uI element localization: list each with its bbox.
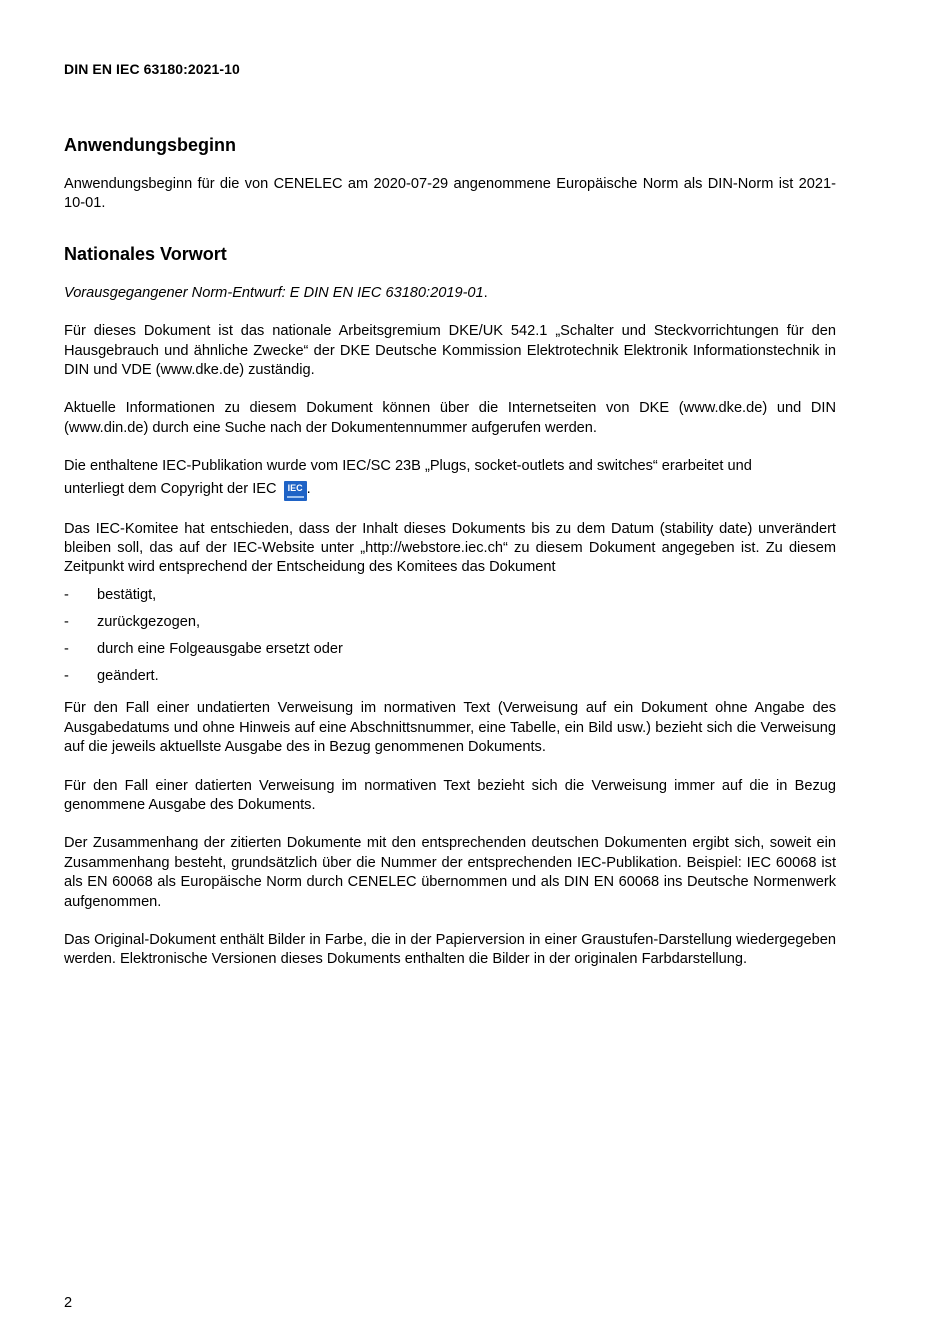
list-item — [64, 613, 836, 632]
document-id-header: DIN EN IEC 63180:2021-10 — [64, 61, 240, 77]
iec-copyright-period: . — [306, 480, 311, 497]
page-number: 2 — [64, 1295, 73, 1311]
list-item — [64, 640, 836, 659]
responsible-committee-paragraph: Für dieses Dokument ist das nationale Arbeitsgremium DKE/UK 542.1 „Schalter und Steckvorrichtungen für den Hausgebrauch und ähnliche Zwecke“ der DKE Deutsche Kommission Elektrotechnik Elektronik Informationstechnik in DIN und VDE (www.dke.de) zuständig. — [64, 323, 836, 379]
iec-copyright-text: unterliegt dem Copyright der IEC — [64, 480, 277, 497]
section-title-national-foreword: Nationales Vorwort — [64, 243, 227, 264]
page-content — [64, 134, 836, 989]
list-dash: - — [64, 640, 69, 657]
list-dash: - — [64, 667, 69, 684]
list-item-text: zurückgezogen, — [97, 613, 201, 630]
list-item-text: bestätigt, — [97, 586, 157, 603]
iec-publication-line2 — [64, 477, 836, 501]
undated-reference-paragraph: Für den Fall einer undatierten Verweisung im normativen Text (Verweisung auf ein Dokument ohne Angabe des Ausgabedatums und ohne Hinweis auf eine Abschnittsnummer, eine Tabelle, ein Bild usw.) bezieht sich die Verweisung auf die jeweils aktuellste Ausgabe des in Bezug genommenen Dokuments. — [64, 700, 836, 756]
current-information-paragraph: Aktuelle Informationen zu diesem Dokument können über die Internetseiten von DKE (www.dke.de) und DIN (www.din.de) durch eine Suche nach der Dokumentennummer aufgerufen werden. — [64, 400, 836, 436]
iec-publication-line1: Die enthaltene IEC-Publikation wurde vom IEC/SC 23B „Plugs, socket-outlets and switches“ erarbeitet und — [64, 458, 752, 475]
previous-draft-paragraph — [64, 284, 836, 303]
list-dash: - — [64, 586, 69, 603]
list-dash: - — [64, 613, 69, 630]
application-start-paragraph: Anwendungsbeginn für die von CENELEC am 2020-07-29 angenommene Europäische Norm als DIN-Norm ist 2021-10-01. — [64, 176, 836, 212]
section-title-application-start: Anwendungsbeginn — [64, 135, 236, 155]
previous-draft-text: Vorausgegangener Norm-Entwurf: E DIN EN IEC 63180:2019-01 — [64, 284, 484, 301]
dated-reference-paragraph: Für den Fall einer datierten Verweisung im normativen Text bezieht sich die Verweisung immer auf die in Bezug genommene Ausgabe des Dokuments. — [64, 777, 836, 813]
iec-logo-text: IEC — [287, 482, 303, 493]
list-item — [64, 586, 836, 605]
document-relation-paragraph: Der Zusammenhang der zitierten Dokumente mit den entsprechenden deutschen Dokumenten ergibt sich, soweit ein Zusammenhang besteht, grundsätzlich über die Nummer der entsprechenden IEC-Publikation. Beispiel: IEC 60068 ist als EN 60068 als Europäische Norm durch CENELEC übernommen und als DIN EN 60068 ins Deutsche Normenwerk aufgenommen. — [64, 835, 836, 910]
committee-decision-paragraph: Das IEC-Komitee hat entschieden, dass der Inhalt dieses Dokuments bis zu dem Datum (stability date) unverändert bleiben soll, das auf der IEC-Website unter „http://webstore.iec.ch“ zu diesem Dokument angegeben ist. Zu diesem Zeitpunkt wird entsprechend der Entscheidung des Komitees das Dokument — [64, 520, 836, 576]
document-page — [64, 0, 836, 1343]
iec-logo-icon — [284, 481, 307, 501]
list-item-text: geändert. — [97, 667, 159, 684]
list-item — [64, 667, 836, 686]
color-images-paragraph: Das Original-Dokument enthält Bilder in Farbe, die in der Papierversion in einer Graustufen-Darstellung wiedergegeben werden. Elektronische Versionen dieses Dokuments enthalten die Bilder in der originalen Farbdarstellung. — [64, 931, 836, 968]
iec-publication-paragraph — [64, 457, 836, 500]
list-item-text: durch eine Folgeausgabe ersetzt oder — [97, 640, 343, 657]
previous-draft-period: . — [483, 284, 488, 301]
decision-options-list — [64, 586, 836, 686]
